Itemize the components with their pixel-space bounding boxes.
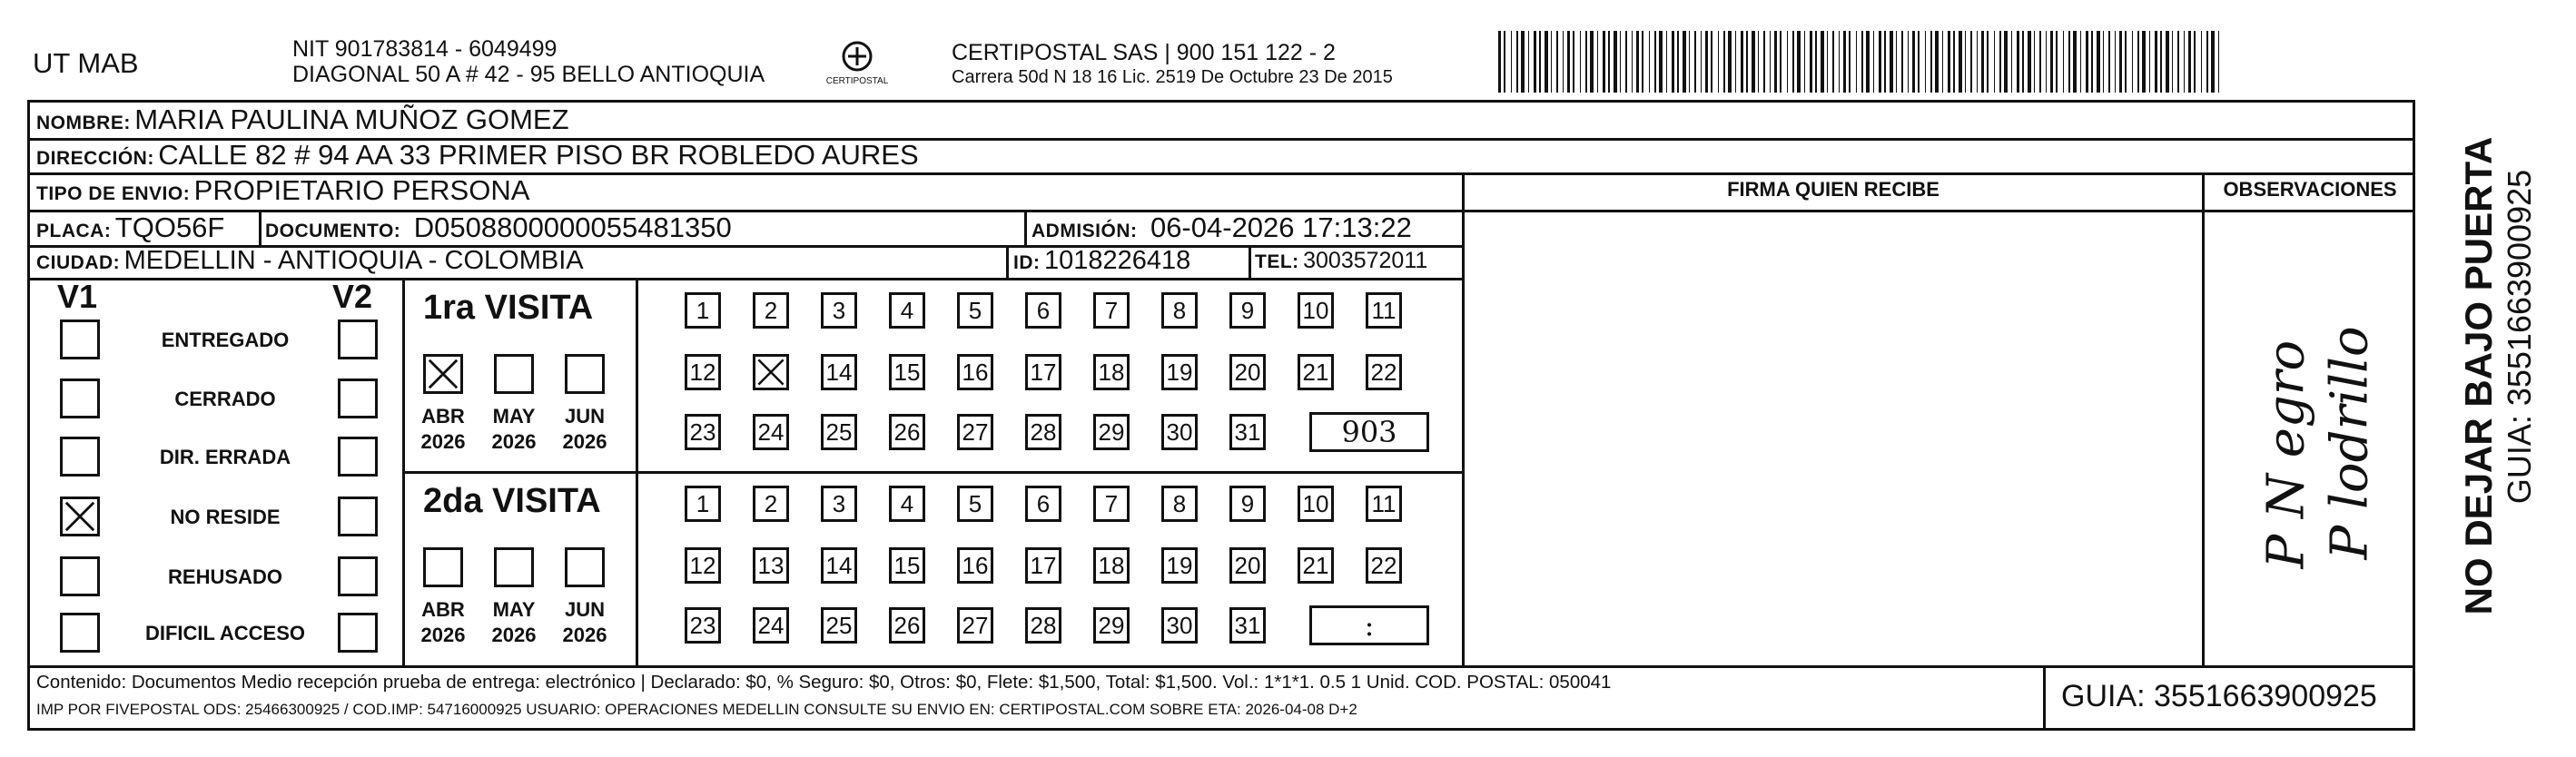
barcode-bar: [1843, 31, 1846, 93]
day-box[interactable]: 4: [889, 486, 925, 522]
company-address: DIAGONAL 50 A # 42 - 95 BELLO ANTIOQUIA: [292, 62, 765, 87]
barcode-bar: [2056, 31, 2058, 93]
v2-checkbox[interactable]: [338, 320, 378, 359]
id-field: [1013, 246, 1190, 276]
barcode-bar: [1642, 31, 1643, 93]
barcode-bar: [2184, 31, 2185, 93]
logo-text: CERTIPOSTAL: [825, 76, 889, 86]
v2-checkbox[interactable]: [338, 613, 378, 653]
barcode-bar: [2211, 31, 2215, 93]
day-box[interactable]: 22: [1366, 354, 1402, 390]
v1-checkbox[interactable]: [60, 378, 100, 418]
barcode-bar: [1797, 31, 1801, 93]
barcode-bar: [1723, 31, 1725, 93]
barcode-bar: [2149, 31, 2150, 93]
barcode-bar: [1890, 31, 1893, 93]
barcode-bar: [1741, 31, 1743, 93]
barcode-bar: [1810, 31, 1812, 93]
day-box[interactable]: 5: [957, 292, 993, 329]
day-box[interactable]: 23: [685, 414, 721, 450]
day-box[interactable]: 3: [821, 486, 857, 522]
month-checkbox[interactable]: [565, 354, 605, 394]
barcode-bar: [2073, 31, 2077, 93]
v1-checkbox[interactable]: [60, 437, 100, 477]
barcode-bar: [1511, 31, 1512, 93]
barcode-bar: [1856, 31, 1857, 93]
month-checkbox[interactable]: [565, 547, 605, 587]
barcode-bar: [1556, 31, 1558, 93]
barcode-bar: [1948, 31, 1950, 93]
barcode-bar: [2086, 31, 2088, 93]
company-nit: NIT 901783814 - 6049499: [292, 36, 558, 62]
month-name: MAY: [492, 405, 536, 428]
barcode-bar: [1746, 31, 1748, 93]
day-box[interactable]: 11: [1366, 486, 1402, 522]
barcode-bar: [1977, 31, 1978, 93]
day-box[interactable]: 20: [1229, 354, 1266, 390]
v2-checkbox[interactable]: [338, 496, 378, 536]
direccion-row: [36, 139, 919, 172]
header: [0, 0, 2576, 100]
col-divider: [636, 278, 638, 665]
footer-guia: GUIA: 3551663900925: [2061, 679, 2377, 713]
col-divider: [1024, 210, 1027, 245]
month-year: 2026: [491, 624, 537, 646]
barcode-bar: [2108, 31, 2110, 93]
barcode-bar: [1849, 31, 1851, 93]
barcode-bar: [1649, 31, 1650, 93]
day-box[interactable]: 31: [1229, 414, 1266, 450]
day-box[interactable]: 10: [1298, 292, 1334, 329]
v1-checkbox[interactable]: [60, 556, 100, 596]
direccion-label: DIRECCIÓN:: [36, 148, 154, 169]
month-year: 2026: [420, 430, 466, 453]
barcode-bar: [1597, 31, 1598, 93]
barcode-bar: [1999, 31, 2001, 93]
v2-checkbox[interactable]: [338, 556, 378, 596]
day-box[interactable]: 15: [889, 354, 925, 390]
day-box[interactable]: 9: [1229, 292, 1266, 329]
barcode-bar: [2011, 31, 2012, 93]
day-box[interactable]: 28: [1025, 414, 1061, 450]
col-divider: [259, 210, 262, 245]
barcode-bar: [2188, 31, 2191, 93]
barcode-bar: [1590, 31, 1594, 93]
month-year: 2026: [562, 430, 607, 453]
barcode-bar: [1994, 31, 1995, 93]
month-name: MAY: [492, 598, 536, 621]
barcode-bar: [1659, 31, 1663, 93]
barcode-bar: [1770, 31, 1771, 93]
day-box[interactable]: 31: [1229, 607, 1266, 644]
tel-field: [1255, 248, 1427, 274]
month-checkbox[interactable]: [494, 547, 534, 587]
barcode-bar: [1735, 31, 1736, 93]
day-box[interactable]: 12: [685, 354, 721, 390]
handwriting-line1: P N egro: [2256, 339, 2316, 569]
day-box[interactable]: 27: [957, 414, 993, 450]
certipostal-logo: [815, 36, 899, 93]
barcode-bar: [1545, 31, 1548, 93]
day-box[interactable]: 18: [1093, 354, 1130, 390]
status-label: DIFICIL ACCESO: [144, 622, 305, 644]
barcode-bar: [1930, 31, 1932, 93]
side-guia: GUIA: 3551663900925: [2501, 169, 2538, 505]
barcode-bar: [1970, 31, 1972, 93]
barcode-bar: [2142, 31, 2146, 93]
day-box[interactable]: 21: [1298, 354, 1334, 390]
v2-checkbox[interactable]: [338, 437, 378, 477]
barcode-bar: [1701, 31, 1702, 93]
barcode-bar: [2034, 31, 2035, 93]
barcode-bar: [1632, 31, 1633, 93]
barcode-bar: [1908, 31, 1909, 93]
month-year: 2026: [491, 430, 537, 453]
handwriting-line2: P lodrillo: [2320, 326, 2380, 560]
col-divider: [1006, 245, 1009, 278]
barcode-bar: [1683, 31, 1686, 93]
barcode-bar: [1821, 31, 1824, 93]
barcode-bar: [1694, 31, 1696, 93]
barcode-bar: [1711, 31, 1712, 93]
day-box[interactable]: 2: [753, 486, 789, 522]
no-dejar-bajo-puerta: NO DEJAR BAJO PUERTA: [2457, 136, 2500, 615]
barcode-bar: [2172, 31, 2173, 93]
company-name: UT MAB: [33, 47, 139, 79]
barcode-bar: [1758, 31, 1759, 93]
tel-label: TEL:: [1255, 251, 1299, 272]
day-box[interactable]: 20: [1229, 547, 1266, 584]
month-checkbox[interactable]: [494, 354, 534, 394]
barcode-bar: [1780, 31, 1781, 93]
barcode-bar: [2218, 31, 2219, 93]
month-name: JUN: [564, 405, 605, 428]
barcode-bar: [1580, 31, 1581, 93]
day-box[interactable]: 7: [1093, 292, 1130, 329]
barcode-bar: [1918, 31, 1920, 93]
day-box[interactable]: 17: [1025, 547, 1061, 584]
barcode-bar: [1839, 31, 1840, 93]
barcode-icon: [1498, 31, 2225, 93]
placa-label: PLACA:: [36, 221, 112, 241]
barcode-bar: [1728, 31, 1732, 93]
barcode-bar: [2068, 31, 2070, 93]
footer-line1: Contenido: Documentos Medio recepción prueba de entrega: electrónico | Declarado: $0, % Seguro: $0, Otros: $0, Flete: $1,500, Total: $1,500. Vol.: 1*1*1. 0.5 1 Unid. COD. POSTAL: 050041: [36, 672, 1612, 693]
day-box[interactable]: 19: [1161, 354, 1198, 390]
day-box[interactable]: 29: [1093, 414, 1130, 450]
day-box[interactable]: 16: [957, 354, 993, 390]
barcode-bar: [1981, 31, 1984, 93]
barcode-bar: [2028, 31, 2031, 93]
month-year: 2026: [562, 624, 607, 646]
day-box[interactable]: 3: [821, 292, 857, 329]
month-name: ABR: [421, 405, 465, 428]
barcode-bar: [1521, 31, 1525, 93]
day-box[interactable]: 1: [685, 486, 721, 522]
barcode-bar: [2091, 31, 2093, 93]
barcode-bar: [1884, 31, 1886, 93]
barcode-bar: [1620, 31, 1621, 93]
carrier-address: Carrera 50d N 18 16 Lic. 2519 De Octubre 23 De 2015: [952, 67, 1393, 87]
day-box[interactable]: 11: [1366, 292, 1402, 329]
barcode-bar: [1672, 31, 1674, 93]
day-box[interactable]: 25: [821, 607, 857, 644]
barcode-bar: [2039, 31, 2041, 93]
barcode-bar: [1861, 31, 1863, 93]
barcode-bar: [2206, 31, 2208, 93]
day-box[interactable]: 8: [1161, 486, 1198, 522]
day-box[interactable]: 16: [957, 547, 993, 584]
col-divider: [1249, 245, 1251, 278]
carrier-name: CERTIPOSTAL SAS | 900 151 122 - 2: [952, 40, 1336, 65]
day-box[interactable]: 30: [1161, 607, 1198, 644]
status-label: ENTREGADO: [161, 329, 290, 351]
x-mark-icon: [63, 499, 97, 534]
ciudad-value: MEDELLIN - ANTIOQUIA - COLOMBIA: [123, 246, 584, 275]
barcode-bar: [1603, 31, 1605, 93]
month-name: JUN: [564, 598, 605, 621]
x-mark-icon: [426, 357, 460, 391]
day-box[interactable]: 8: [1161, 292, 1198, 329]
month-checkbox[interactable]: [423, 354, 463, 394]
row-divider: [27, 278, 1465, 280]
barcode-bar: [2004, 31, 2008, 93]
barcode-bar: [2119, 31, 2122, 93]
barcode-bar: [1498, 31, 1501, 93]
status-label: CERRADO: [174, 388, 276, 410]
day-box[interactable]: 19: [1161, 547, 1198, 584]
barcode-bar: [2046, 31, 2047, 93]
barcode-bar: [1752, 31, 1755, 93]
barcode-bar: [2115, 31, 2116, 93]
day-box[interactable]: 6: [1025, 486, 1061, 522]
ciudad-label: CIUDAD:: [36, 252, 121, 273]
tipo-envio-label: TIPO DE ENVIO:: [36, 183, 191, 204]
barcode-bar: [1654, 31, 1656, 93]
barcode-bar: [1551, 31, 1552, 93]
barcode-bar: [2194, 31, 2196, 93]
side-text: [2415, 100, 2538, 663]
col-divider: [2043, 665, 2046, 731]
barcode-bar: [1987, 31, 1989, 93]
barcode-bar: [1563, 31, 1564, 93]
admision-field: [1031, 211, 1412, 244]
barcode-bar: [1873, 31, 1874, 93]
day-box[interactable]: 26: [889, 414, 925, 450]
day-box[interactable]: 12: [685, 547, 721, 584]
tipo-envio-row: [36, 174, 529, 207]
barcode-bar: [1567, 31, 1570, 93]
barcode-bar: [2063, 31, 2064, 93]
barcode-bar: [2155, 31, 2157, 93]
day-box[interactable]: 28: [1025, 607, 1061, 644]
barcode-bar: [2201, 31, 2202, 93]
barcode-bar: [2137, 31, 2139, 93]
barcode-bar: [1718, 31, 1719, 93]
day-box[interactable]: 14: [821, 354, 857, 390]
barcode-bar: [1787, 31, 1788, 93]
barcode-bar: [1965, 31, 1966, 93]
day-box[interactable]: 5: [957, 486, 993, 522]
barcode-bar: [1585, 31, 1587, 93]
placa-value: TQO56F: [114, 211, 225, 243]
barcode-bar: [1925, 31, 1926, 93]
v2-label: V2: [332, 278, 373, 315]
barcode-bar: [1666, 31, 1667, 93]
barcode-bar: [1912, 31, 1915, 93]
barcode-bar: [1832, 31, 1834, 93]
day-box[interactable]: 22: [1366, 547, 1402, 584]
day-box[interactable]: 6: [1025, 292, 1061, 329]
day-box[interactable]: 7: [1093, 486, 1130, 522]
visit-title: 2da VISITA: [423, 482, 601, 520]
day-box[interactable]: 21: [1298, 547, 1334, 584]
barcode-bar: [1528, 31, 1529, 93]
barcode-bar: [2017, 31, 2019, 93]
barcode-bar: [1804, 31, 1805, 93]
barcode-bar: [1901, 31, 1903, 93]
barcode-bar: [1636, 31, 1639, 93]
barcode-bar: [1774, 31, 1777, 93]
visit-title: 1ra VISITA: [423, 289, 594, 327]
barcode-bar: [2050, 31, 2053, 93]
barcode-bar: [2080, 31, 2081, 93]
time-box[interactable]: :: [1309, 605, 1429, 645]
status-label: NO RESIDE: [170, 506, 281, 528]
barcode-bar: [1815, 31, 1817, 93]
barcode-bar: [1573, 31, 1574, 93]
barcode-bar: [2177, 31, 2179, 93]
v1-checkbox[interactable]: [60, 496, 100, 536]
barcode-bar: [1827, 31, 1828, 93]
id-value: 1018226418: [1043, 246, 1191, 275]
barcode-bar: [1516, 31, 1518, 93]
barcode-bar: [1879, 31, 1881, 93]
documento-field: [265, 211, 732, 244]
v1-label: V1: [57, 278, 98, 315]
documento-label: DOCUMENTO:: [265, 221, 401, 241]
barcode-bar: [2097, 31, 2100, 93]
day-box[interactable]: 4: [889, 292, 925, 329]
barcode-bar: [1953, 31, 1955, 93]
barcode-bar: [2103, 31, 2104, 93]
day-box[interactable]: 24: [753, 414, 789, 450]
day-box[interactable]: 18: [1093, 547, 1130, 584]
time-box[interactable]: 903: [1309, 412, 1429, 452]
tipo-envio-value: PROPIETARIO PERSONA: [193, 174, 530, 206]
nombre-row: [36, 103, 569, 136]
day-box[interactable]: 29: [1093, 607, 1130, 644]
day-box[interactable]: 14: [821, 547, 857, 584]
id-label: ID:: [1013, 252, 1041, 273]
day-box[interactable]: 2: [753, 292, 789, 329]
day-box[interactable]: 10: [1298, 486, 1334, 522]
firma-header: FIRMA QUIEN RECIBE: [1727, 178, 1939, 201]
direccion-value: CALLE 82 # 94 AA 33 PRIMER PISO BR ROBLEDO AURES: [158, 139, 919, 171]
tel-value: 3003572011: [1303, 248, 1428, 273]
barcode-bar: [1935, 31, 1939, 93]
day-box[interactable]: 24: [753, 607, 789, 644]
barcode-bar: [1866, 31, 1870, 93]
status-label: DIR. ERRADA: [159, 446, 291, 468]
observaciones-area[interactable]: [2205, 212, 2415, 665]
day-box[interactable]: 25: [821, 414, 857, 450]
visit-divider: [402, 471, 1463, 474]
v1-checkbox[interactable]: [60, 320, 100, 359]
barcode-bar: [1625, 31, 1627, 93]
barcode-bar: [1959, 31, 1962, 93]
ciudad-field: [36, 246, 584, 276]
footer-line2: IMP POR FIVEPOSTAL ODS: 25466300925 / COD.IMP: 54716000925 USUARIO: OPERACIONES MEDELLIN CONSULTE SU ENVIO EN: CERTIPOSTAL.COM SOBRE ETA: 2026-04-08 D+2: [36, 701, 1357, 718]
day-box[interactable]: [753, 354, 789, 390]
month-year: 2026: [420, 624, 466, 646]
day-box[interactable]: 9: [1229, 486, 1266, 522]
day-box[interactable]: 13: [753, 547, 789, 584]
documento-value: D0508800000055481350: [413, 211, 732, 243]
firma-area[interactable]: [1465, 212, 2202, 665]
barcode-bar: [1504, 31, 1505, 93]
day-box[interactable]: 26: [889, 607, 925, 644]
barcode-bar: [1896, 31, 1897, 93]
barcode-bar: [1705, 31, 1708, 93]
day-box[interactable]: 15: [889, 547, 925, 584]
barcode-bar: [1689, 31, 1690, 93]
month-name: ABR: [421, 598, 465, 621]
day-box[interactable]: 23: [685, 607, 721, 644]
status-label: REHUSADO: [168, 565, 282, 588]
month-checkbox[interactable]: [423, 547, 463, 587]
barcode-bar: [2160, 31, 2162, 93]
barcode-bar: [1614, 31, 1617, 93]
barcode-graphic: [1498, 31, 2225, 93]
barcode-bar: [1792, 31, 1794, 93]
barcode-bar: [1539, 31, 1541, 93]
barcode-bar: [1608, 31, 1610, 93]
nombre-label: NOMBRE:: [36, 113, 131, 133]
day-box[interactable]: 27: [957, 607, 993, 644]
day-box[interactable]: 30: [1161, 414, 1198, 450]
barcode-bar: [2125, 31, 2127, 93]
barcode-bar: [1763, 31, 1765, 93]
barcode-bar: [1677, 31, 1679, 93]
footer-divider: [27, 665, 2415, 668]
admision-label: ADMISIÓN:: [1031, 221, 1138, 241]
v2-checkbox[interactable]: [338, 378, 378, 418]
day-box[interactable]: 17: [1025, 354, 1061, 390]
observaciones-header: OBSERVACIONES: [2223, 178, 2397, 201]
barcode-bar: [2166, 31, 2169, 93]
barcode-bar: [1534, 31, 1536, 93]
nombre-value: MARIA PAULINA MUÑOZ GOMEZ: [134, 103, 569, 135]
barcode-bar: [2022, 31, 2024, 93]
barcode-bar: [2132, 31, 2133, 93]
barcode-bar: [1942, 31, 1943, 93]
placa-field: [36, 211, 224, 244]
v1-checkbox[interactable]: [60, 613, 100, 653]
day-box[interactable]: 1: [685, 292, 721, 329]
admision-value: 06-04-2026 17:13:22: [1150, 211, 1412, 243]
